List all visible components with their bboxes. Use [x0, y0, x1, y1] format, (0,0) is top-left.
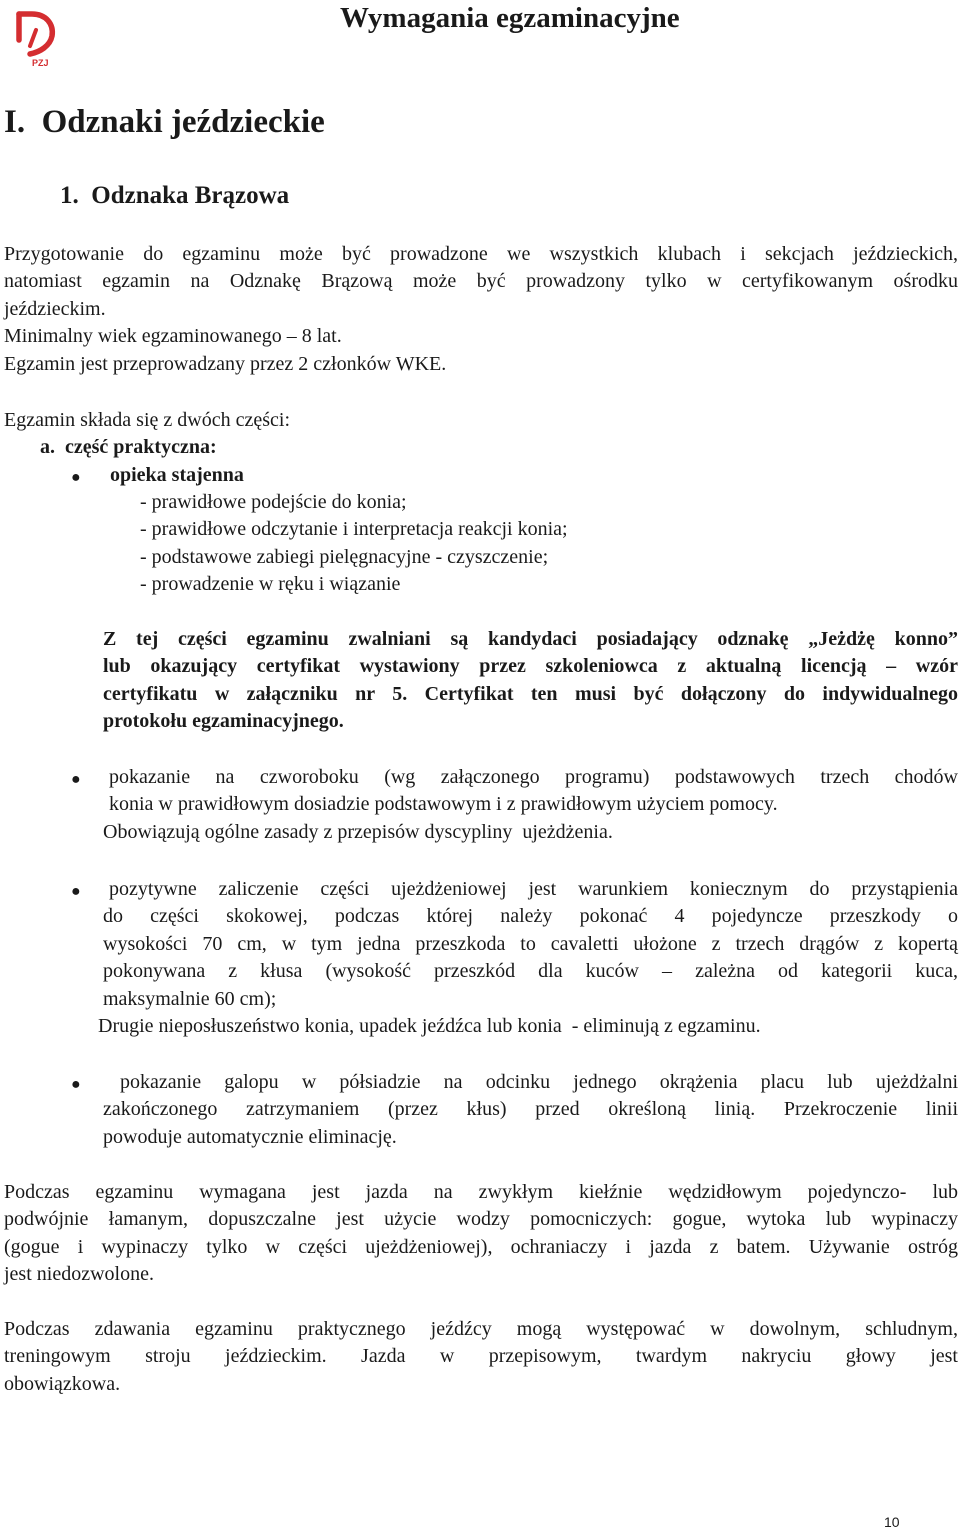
jumping-line: pozytywne zaliczenie części ujeżdżeniowej jest warunkiem koniecznym do przystąpienia — [109, 878, 958, 900]
intro-line: natomiast egzamin na Odznakę Brązową może być prowadzony tylko w certyfikowanym ośrodku — [4, 270, 958, 293]
header-title: Wymagania egzaminacyjne — [340, 2, 680, 34]
equipment-line: (gogue i wypinaczy tylko w części ujeżdżeniowej), ochraniaczy i jazda z batem. Używanie ostróg — [4, 1235, 958, 1258]
equipment-paragraph — [4, 1179, 958, 1289]
bullet-icon: ● — [71, 469, 81, 486]
jumping-line: Drugie nieposłuszeństwo konia, upadek jeźdźca lub konia - eliminują z egzaminu. — [98, 1015, 761, 1038]
gallop-line: zakończonego zatrzymaniem (przez kłus) przed określoną linią. Przekroczenie linii — [103, 1098, 958, 1121]
attire-paragraph — [4, 1316, 958, 1398]
section-title: I. Odznaki jeździeckie — [4, 104, 325, 140]
jumping-line: do części skokowej, podczas której należy pokonać 4 pojedyncze przeszkody o — [103, 905, 958, 928]
intro-paragraph — [4, 241, 958, 378]
page-number: 10 — [884, 1514, 900, 1530]
attire-line: Podczas zdawania egzaminu praktycznego jeźdźcy mogą występować w dowolnym, schludnym, — [4, 1318, 958, 1340]
exemption-line: Z tej części egzaminu zwalniani są kandydaci posiadający odznakę „Jeżdżę konno” — [103, 628, 958, 650]
care-title: opieka stajenna — [110, 464, 244, 486]
bullet-icon: ● — [71, 883, 81, 900]
dressage-line: konia w prawidłowym dosiadzie podstawowym i z prawidłowym użyciem pomocy. — [109, 793, 778, 816]
dressage-requirement — [103, 764, 958, 846]
jumping-line: maksymalnie 60 cm); — [103, 987, 277, 1010]
practical-part-label: a. część praktyczna: — [40, 436, 217, 458]
exemption-line: lub okazujący certyfikat wystawiony przez szkoleniowca z aktualną licencją – wzór — [103, 655, 958, 678]
dressage-line: pokazanie na czworoboku (wg załączonego programu) podstawowych trzech chodów — [109, 766, 958, 788]
intro-line: jeździeckim. — [4, 297, 106, 320]
exemption-line: certyfikatu w załączniku nr 5. Certyfikat ten musi być dołączony do indywidualnego — [103, 682, 958, 705]
care-items-list — [140, 489, 568, 599]
attire-line: treningowym stroju jeździeckim. Jazda w przepisowym, twardym nakryciu głowy jest — [4, 1345, 958, 1368]
jumping-line: wysokości 70 cm, w tym jedna przeszkoda to cavaletti ułożone z trzech drągów z kopertą — [103, 932, 958, 955]
examiners-text: Egzamin jest przeprowadzany przez 2 członków WKE. — [4, 352, 447, 375]
bullet-icon: ● — [71, 771, 81, 788]
list-item: - prawidłowe odczytanie i interpretacja reakcji konia; — [140, 518, 568, 541]
jumping-requirement — [98, 876, 958, 1040]
list-item: - prowadzenie w ręku i wiązanie — [140, 573, 401, 596]
dressage-line: Obowiązują ogólne zasady z przepisów dyscypliny ujeżdżenia. — [103, 820, 613, 843]
logo-text: PZJ — [32, 58, 49, 68]
attire-line: obowiązkowa. — [4, 1372, 121, 1395]
gallop-line: pokazanie galopu w półsiadzie na odcinku jednego okrążenia placu lub ujeżdżalni — [120, 1071, 958, 1093]
exam-parts-text: Egzamin składa się z dwóch części: — [4, 409, 290, 431]
pzj-logo-mark — [10, 6, 62, 68]
equipment-line: Podczas egzaminu wymagana jest jazda na zwykłym kiełźnie wędzidłowym pojedynczo- lub — [4, 1181, 958, 1203]
jumping-line: pokonywana z kłusa (wysokość przeszkód dla kuców – zależna od kategorii kuca, — [103, 960, 958, 983]
pzj-logo — [10, 6, 62, 68]
gallop-line: powoduje automatycznie eliminację. — [103, 1125, 397, 1148]
list-item: - podstawowe zabiegi pielęgnacyjne - czyszczenie; — [140, 545, 549, 568]
exemption-line: protokołu egzaminacyjnego. — [103, 710, 344, 733]
min-age-text: Minimalny wiek egzaminowanego – 8 lat. — [4, 325, 342, 348]
exemption-note — [103, 626, 958, 736]
intro-line: Przygotowanie do egzaminu może być prowadzone we wszystkich klubach i sekcjach jeździeckich, — [4, 243, 958, 265]
equipment-line: podwójnie łamanym, dopuszczalne jest użycie wodzy pomocniczych: gogue, wytoka lub wypinaczy — [4, 1208, 958, 1231]
subsection-title: 1. Odznaka Brązowa — [60, 182, 290, 209]
list-item: - prawidłowe podejście do konia; — [140, 491, 407, 513]
equipment-line: jest niedozwolone. — [4, 1263, 154, 1286]
bullet-icon: ● — [71, 1076, 81, 1093]
gallop-requirement — [103, 1069, 958, 1151]
